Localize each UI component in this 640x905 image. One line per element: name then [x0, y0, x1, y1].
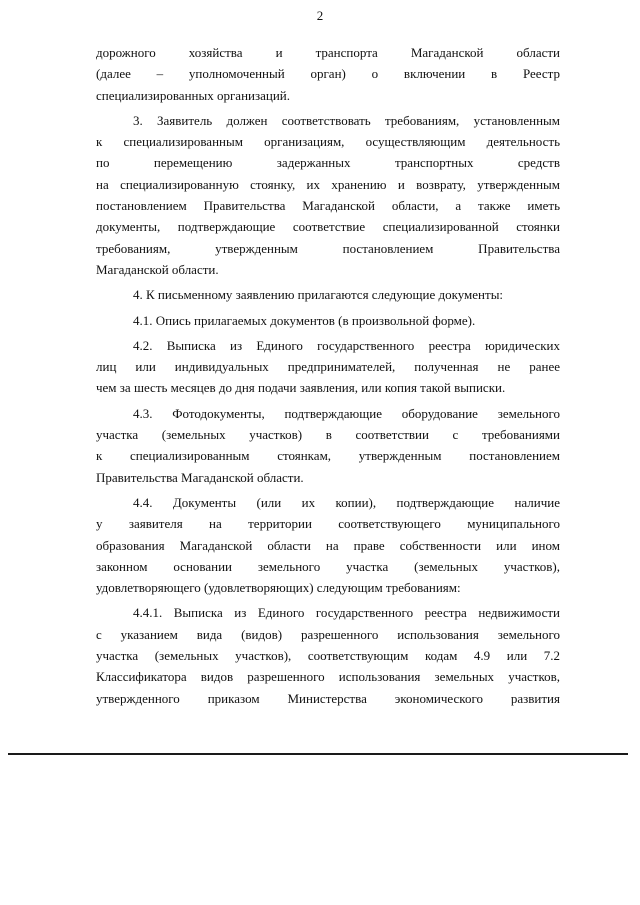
text-line: лиц или индивидуальных предпринимателей, полученная не ранее — [96, 359, 560, 375]
text-line: 4.4.1. Выписка из Единого государственного реестра недвижимости — [133, 605, 560, 621]
text-line: (далее – уполномоченный орган) о включении в Реестр — [96, 66, 560, 82]
text-line: участка (земельных участков) в соответствии с требованиями — [96, 427, 560, 443]
text-line: по перемещению задержанных транспортных средств — [96, 155, 560, 171]
text-line: с указанием вида (видов) разрешенного использования земельного — [96, 626, 560, 642]
footer-divider — [8, 753, 628, 755]
text-line: утвержденного приказом Министерства экономического развития — [96, 690, 560, 706]
text-line: 4.4. Документы (или их копии), подтверждающие наличие — [133, 494, 560, 510]
text-line: документы, подтверждающие соответствие специализированной стоянки — [96, 219, 560, 235]
text-line: к специализированным стоянкам, утвержденным постановлением — [96, 448, 560, 464]
text-line: участка (земельных участков), соответствующим кодам 4.9 или 7.2 — [96, 648, 560, 664]
text-line: к специализированным организациям, осуществляющим деятельность — [96, 134, 560, 150]
page-number: 2 — [316, 8, 324, 23]
text-line: у заявителя на территории соответствующего муниципального — [96, 516, 560, 532]
text-line: 4. К письменному заявлению прилагаются следующие документы: — [133, 287, 504, 303]
text-line: Классификатора видов разрешенного использования земельных участков, — [96, 669, 560, 685]
text-line: 3. Заявитель должен соответствовать требованиям, установленным — [133, 112, 560, 128]
document-body — [96, 42, 560, 709]
text-line: Правительства Магаданской области. — [96, 469, 304, 485]
text-line: на специализированную стоянку, их хранению и возврату, утвержденным — [96, 176, 560, 192]
text-line: образования Магаданской области на праве собственности или ином — [96, 537, 560, 553]
text-line: чем за шесть месяцев до дня подачи заявления, или копия такой выписки. — [96, 380, 506, 396]
text-line: 4.3. Фотодокументы, подтверждающие оборудование земельного — [133, 405, 560, 421]
text-line: законном основании земельного участка (земельных участков), — [96, 558, 560, 574]
text-line: постановлением Правительства Магаданской области, а также иметь — [96, 198, 560, 214]
text-line: требованиям, утвержденным постановлением Правительства — [96, 240, 560, 256]
text-line: удовлетворяющего (удовлетворяющих) следующим требованиям: — [96, 580, 461, 596]
text-line: 4.1. Опись прилагаемых документов (в произвольной форме). — [133, 312, 476, 328]
text-line: 4.2. Выписка из Единого государственного реестра юридических — [133, 337, 560, 353]
text-line: дорожного хозяйства и транспорта Магаданской области — [96, 45, 560, 60]
text-line: Магаданской области. — [96, 261, 219, 277]
text-line: специализированных организаций. — [96, 87, 291, 103]
